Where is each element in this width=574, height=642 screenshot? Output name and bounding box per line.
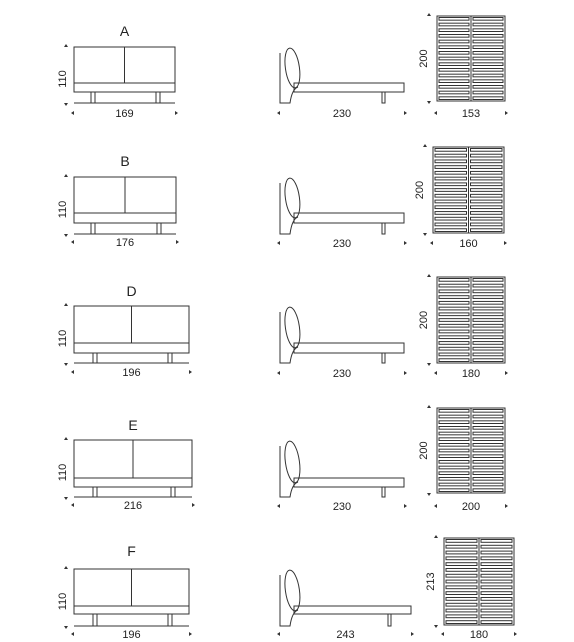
slat xyxy=(473,80,503,83)
slat xyxy=(481,580,512,583)
slat xyxy=(446,545,477,548)
side-leg xyxy=(382,353,385,363)
headboard-side xyxy=(283,306,303,349)
variant-label: E xyxy=(128,417,138,433)
slat xyxy=(473,438,503,441)
slat xyxy=(471,200,503,203)
bed-leg xyxy=(93,353,97,363)
slat xyxy=(473,279,503,282)
front-width-dim: 169 xyxy=(115,108,134,120)
slat xyxy=(481,540,512,543)
front-view xyxy=(57,153,179,249)
slat xyxy=(473,461,503,464)
arrow-left-icon xyxy=(434,504,437,508)
slat xyxy=(473,427,503,430)
bed-frame xyxy=(74,213,176,223)
side-rail xyxy=(294,213,404,223)
slat xyxy=(471,177,503,180)
headboard-side xyxy=(283,440,303,484)
slat xyxy=(481,586,512,589)
bed-leg xyxy=(168,353,172,363)
slat xyxy=(473,472,503,475)
slat xyxy=(435,217,467,220)
arrow-right-icon xyxy=(404,504,407,508)
slat-height-dim: 200 xyxy=(418,310,430,330)
slat xyxy=(471,149,503,152)
arrow-up-icon xyxy=(427,405,431,408)
slat xyxy=(435,223,467,226)
arrow-right-icon xyxy=(189,632,192,636)
slat xyxy=(446,592,477,595)
bed-leg xyxy=(93,487,97,497)
slat xyxy=(446,586,477,589)
front-height-dim: 110 xyxy=(57,592,69,611)
slat xyxy=(439,97,469,100)
slat xyxy=(439,307,469,310)
slat xyxy=(473,86,503,89)
front-height-dim: 110 xyxy=(57,463,69,482)
slat xyxy=(439,23,469,26)
slat xyxy=(471,171,503,174)
slat xyxy=(439,69,469,72)
slat xyxy=(471,206,503,209)
front-view xyxy=(57,283,192,379)
slat xyxy=(473,35,503,38)
slat xyxy=(435,194,467,197)
slat xyxy=(446,609,477,612)
slat xyxy=(439,330,469,333)
slat xyxy=(473,415,503,418)
arrow-left-icon xyxy=(71,370,74,374)
arrow-down-icon xyxy=(427,363,431,366)
slat xyxy=(473,46,503,49)
slat xyxy=(473,449,503,452)
slat xyxy=(481,609,512,612)
slat-width-dim: 180 xyxy=(469,629,489,641)
slat xyxy=(435,149,467,152)
slat xyxy=(471,217,503,220)
arrow-down-icon xyxy=(423,233,427,236)
slat xyxy=(446,580,477,583)
slat xyxy=(435,160,467,163)
bed-leg xyxy=(156,92,160,103)
side-view xyxy=(277,569,414,641)
variant-label: A xyxy=(119,23,130,39)
headboard-side xyxy=(283,569,303,612)
arrow-left-icon xyxy=(434,111,437,115)
slat xyxy=(473,290,503,293)
slat xyxy=(435,177,467,180)
arrow-left-icon xyxy=(434,371,437,375)
arrow-right-icon xyxy=(404,111,407,115)
arrow-right-icon xyxy=(514,632,517,636)
slat xyxy=(473,353,503,356)
slat xyxy=(439,336,469,339)
variant-row-a xyxy=(57,13,508,120)
slat xyxy=(439,301,469,304)
side-length-dim: 243 xyxy=(336,629,355,641)
bed-leg xyxy=(91,223,95,234)
slat-width-dim: 160 xyxy=(459,238,478,250)
slat xyxy=(473,444,503,447)
slat xyxy=(473,455,503,458)
front-height-dim: 110 xyxy=(57,70,69,88)
slat xyxy=(473,57,503,60)
slat xyxy=(439,432,469,435)
slat xyxy=(473,319,503,322)
slat xyxy=(471,166,503,169)
arrow-right-icon xyxy=(176,240,179,244)
arrow-up-icon xyxy=(64,303,68,306)
front-view xyxy=(57,543,192,641)
slat xyxy=(473,69,503,72)
slat xyxy=(471,160,503,163)
arrow-down-icon xyxy=(64,497,68,500)
slat xyxy=(481,551,512,554)
side-length-dim: 230 xyxy=(332,108,352,120)
slat xyxy=(439,347,469,350)
slat xyxy=(473,478,503,481)
slat xyxy=(473,342,503,345)
slat xyxy=(435,171,467,174)
slat xyxy=(439,91,469,94)
slat xyxy=(439,324,469,327)
slat xyxy=(439,313,469,316)
arrow-up-icon xyxy=(64,566,68,569)
slat-height-dim: 200 xyxy=(414,180,426,200)
arrow-right-icon xyxy=(189,370,192,374)
slat xyxy=(471,183,503,186)
bed-frame xyxy=(74,606,189,614)
bed-frame xyxy=(74,478,192,487)
slat xyxy=(481,615,512,618)
slat xyxy=(471,212,503,215)
slat xyxy=(435,229,467,232)
slat-height-dim: 213 xyxy=(425,572,437,591)
arrow-right-icon xyxy=(192,503,195,507)
slat xyxy=(473,52,503,55)
side-leg xyxy=(382,223,385,234)
arrow-down-icon xyxy=(427,493,431,496)
slat xyxy=(473,301,503,304)
arrow-left-icon xyxy=(277,504,280,508)
slat xyxy=(446,569,477,572)
slat-plan-view xyxy=(425,535,517,641)
slat xyxy=(439,296,469,299)
slat xyxy=(473,330,503,333)
headboard-post xyxy=(280,446,298,497)
arrow-right-icon xyxy=(404,241,407,245)
arrow-up-icon xyxy=(64,44,68,47)
slat xyxy=(473,23,503,26)
slat xyxy=(473,421,503,424)
arrow-down-icon xyxy=(64,626,68,629)
slat xyxy=(439,46,469,49)
slat xyxy=(435,166,467,169)
slat xyxy=(439,290,469,293)
side-length-dim: 230 xyxy=(332,368,352,380)
slat xyxy=(473,324,503,327)
bed-leg xyxy=(91,92,95,103)
slat-plan-view xyxy=(418,405,508,513)
arrow-left-icon xyxy=(277,241,280,245)
bed-leg xyxy=(93,614,97,626)
bed-leg xyxy=(157,223,161,234)
slat xyxy=(446,557,477,560)
slat xyxy=(471,194,503,197)
variant-label: D xyxy=(126,283,137,299)
bed-frame xyxy=(74,83,175,92)
arrow-down-icon xyxy=(427,101,431,104)
slat xyxy=(439,74,469,77)
slat xyxy=(439,466,469,469)
side-rail xyxy=(294,343,404,353)
slat xyxy=(473,336,503,339)
side-view xyxy=(277,47,407,120)
front-height-dim: 110 xyxy=(57,200,69,219)
arrow-up-icon xyxy=(427,13,431,16)
slat-plan-view xyxy=(418,13,508,120)
slat xyxy=(439,438,469,441)
slat xyxy=(439,421,469,424)
side-view xyxy=(277,177,407,250)
slat xyxy=(439,63,469,66)
slat xyxy=(471,154,503,157)
slat xyxy=(439,342,469,345)
slat xyxy=(446,574,477,577)
side-view xyxy=(277,440,407,513)
arrow-up-icon xyxy=(434,535,438,538)
slat xyxy=(481,598,512,601)
slat xyxy=(439,279,469,282)
slat xyxy=(439,449,469,452)
side-leg xyxy=(382,92,385,103)
slat xyxy=(439,415,469,418)
arrow-right-icon xyxy=(404,371,407,375)
slat xyxy=(481,592,512,595)
slat xyxy=(473,307,503,310)
bed-frame xyxy=(74,343,189,353)
slat-height-dim: 200 xyxy=(418,441,430,460)
arrow-up-icon xyxy=(64,437,68,440)
side-leg xyxy=(382,487,385,497)
slat xyxy=(439,29,469,32)
slat xyxy=(435,212,467,215)
slat-plan-view xyxy=(418,274,508,380)
slat xyxy=(439,35,469,38)
arrow-up-icon xyxy=(423,144,427,147)
slat xyxy=(435,154,467,157)
slat xyxy=(435,200,467,203)
arrow-left-icon xyxy=(71,240,74,244)
slat xyxy=(439,427,469,430)
slat xyxy=(439,410,469,413)
slat xyxy=(446,540,477,543)
slat xyxy=(439,57,469,60)
slat xyxy=(439,40,469,43)
slat xyxy=(439,489,469,492)
slat-width-dim: 200 xyxy=(461,501,481,513)
slat xyxy=(473,432,503,435)
slat xyxy=(473,359,503,362)
slat xyxy=(473,466,503,469)
slat xyxy=(481,563,512,566)
side-rail xyxy=(294,606,411,614)
variant-label: B xyxy=(120,153,130,169)
slat xyxy=(473,284,503,287)
arrow-right-icon xyxy=(505,111,508,115)
front-view xyxy=(57,417,195,512)
slat xyxy=(439,472,469,475)
front-width-dim: 176 xyxy=(115,237,135,249)
arrow-right-icon xyxy=(411,632,414,636)
slat xyxy=(473,18,503,21)
arrow-down-icon xyxy=(434,625,438,628)
slat-height-dim: 200 xyxy=(418,49,430,68)
bed-leg xyxy=(171,487,175,497)
slat xyxy=(473,313,503,316)
slat-width-dim: 180 xyxy=(461,368,481,380)
side-leg xyxy=(388,614,391,626)
slat xyxy=(481,569,512,572)
slat xyxy=(439,86,469,89)
slat xyxy=(471,189,503,192)
variant-row-f xyxy=(57,535,517,641)
side-rail xyxy=(294,83,404,92)
arrow-right-icon xyxy=(175,111,178,115)
slat xyxy=(439,444,469,447)
slat xyxy=(446,621,477,624)
slat xyxy=(439,18,469,21)
arrow-left-icon xyxy=(277,111,280,115)
arrow-left-icon xyxy=(71,632,74,636)
slat xyxy=(439,461,469,464)
slat xyxy=(481,621,512,624)
slat xyxy=(439,284,469,287)
slat xyxy=(439,478,469,481)
slat xyxy=(435,206,467,209)
slat xyxy=(446,551,477,554)
arrow-left-icon xyxy=(277,632,280,636)
slat xyxy=(473,347,503,350)
slat xyxy=(439,455,469,458)
arrow-right-icon xyxy=(504,241,507,245)
side-view xyxy=(277,306,407,380)
variant-row-b xyxy=(57,144,507,250)
slat xyxy=(439,359,469,362)
slat xyxy=(473,91,503,94)
slat-plan-view xyxy=(414,144,507,250)
slat xyxy=(435,189,467,192)
arrow-left-icon xyxy=(277,371,280,375)
side-length-dim: 230 xyxy=(332,501,352,513)
slat xyxy=(473,29,503,32)
slat xyxy=(439,80,469,83)
side-rail xyxy=(294,478,404,487)
slat xyxy=(481,557,512,560)
variant-row-d xyxy=(57,274,508,380)
variant-label: F xyxy=(127,543,136,559)
slat xyxy=(446,598,477,601)
side-length-dim: 230 xyxy=(332,238,352,250)
arrow-left-icon xyxy=(71,111,74,115)
bed-leg xyxy=(168,614,172,626)
slat xyxy=(471,223,503,226)
headboard-post xyxy=(280,575,298,626)
arrow-up-icon xyxy=(427,274,431,277)
slat xyxy=(481,574,512,577)
slat xyxy=(473,97,503,100)
slat xyxy=(473,296,503,299)
slat xyxy=(439,353,469,356)
arrow-down-icon xyxy=(64,234,68,237)
slat xyxy=(481,545,512,548)
slat xyxy=(473,410,503,413)
front-height-dim: 110 xyxy=(57,329,69,348)
slat xyxy=(446,603,477,606)
slat xyxy=(446,563,477,566)
arrow-left-icon xyxy=(71,503,74,507)
slat xyxy=(481,603,512,606)
arrow-right-icon xyxy=(505,371,508,375)
slat xyxy=(471,229,503,232)
arrow-right-icon xyxy=(505,504,508,508)
headboard-post xyxy=(280,183,298,234)
slat xyxy=(439,483,469,486)
arrow-down-icon xyxy=(64,103,68,106)
front-view xyxy=(57,23,178,120)
front-width-dim: 216 xyxy=(123,500,143,512)
slat xyxy=(473,74,503,77)
slat xyxy=(473,40,503,43)
slat-width-dim: 153 xyxy=(461,108,481,120)
arrow-left-icon xyxy=(441,632,444,636)
arrow-left-icon xyxy=(430,241,433,245)
headboard-post xyxy=(280,53,298,103)
slat xyxy=(435,183,467,186)
front-width-dim: 196 xyxy=(122,367,141,379)
slat xyxy=(473,483,503,486)
arrow-up-icon xyxy=(64,174,68,177)
slat xyxy=(439,52,469,55)
variant-row-e xyxy=(57,405,508,513)
front-width-dim: 196 xyxy=(122,629,141,641)
slat xyxy=(446,615,477,618)
arrow-down-icon xyxy=(64,363,68,366)
slat xyxy=(473,63,503,66)
slat xyxy=(473,489,503,492)
slat xyxy=(439,319,469,322)
headboard-post xyxy=(280,312,298,363)
